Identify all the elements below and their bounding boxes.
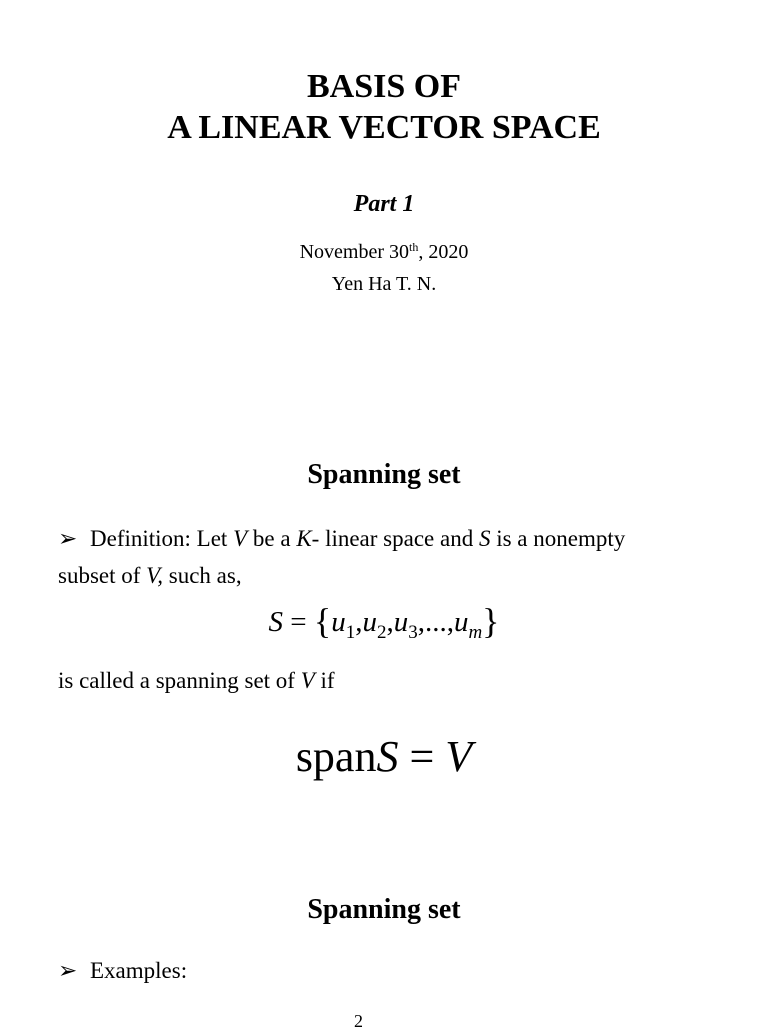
section-heading-spanning-set-2: Spanning set xyxy=(307,894,461,925)
date-ordinal-suffix: th xyxy=(409,240,419,254)
span-symbol-V: V xyxy=(445,732,473,781)
definition-line-2 xyxy=(58,561,242,591)
definition-text-3: - linear space and xyxy=(311,526,479,551)
definition-symbol-K: K xyxy=(296,526,312,551)
definition-text-4: is a nonempty xyxy=(490,526,626,551)
set-symbol-S: S xyxy=(268,606,284,638)
comma-2: , xyxy=(386,606,394,638)
bullet-arrow-icon: ➢ xyxy=(58,526,78,551)
examples-line xyxy=(58,956,187,986)
spanning-text-1: is called a spanning set of xyxy=(58,668,301,693)
brace-open: { xyxy=(313,601,332,641)
vector-u3: u xyxy=(393,606,409,638)
subscript-m: m xyxy=(468,622,483,643)
author: Yen Ha T. N. xyxy=(331,273,437,295)
date-prefix: November 30 xyxy=(299,241,410,263)
spanning-symbol-V: V xyxy=(300,668,315,693)
definition-line2-symbol-V: V, xyxy=(146,563,164,588)
brace-close: } xyxy=(482,601,500,641)
definition-text-2: be a xyxy=(247,526,297,551)
title-line-1: BASIS OF xyxy=(307,68,461,105)
comma-1: , xyxy=(355,606,363,638)
bullet-arrow-icon-2: ➢ xyxy=(58,958,78,983)
definition-symbol-V: V xyxy=(233,526,248,551)
definition-text-1: Definition: Let xyxy=(90,526,234,551)
definition-line-1 xyxy=(58,524,625,554)
equals-sign: = xyxy=(283,606,314,638)
span-word: span xyxy=(295,732,377,781)
comma-3: , xyxy=(417,606,425,638)
spanning-text-2: if xyxy=(314,668,335,693)
vector-u1: u xyxy=(331,606,346,638)
subscript-2: 2 xyxy=(376,622,387,643)
section-heading-spanning-set: Spanning set xyxy=(307,459,461,490)
definition-symbol-S: S xyxy=(478,526,491,551)
subscript-1: 1 xyxy=(345,622,356,643)
subscript-3: 3 xyxy=(408,622,418,643)
date-suffix: , 2020 xyxy=(418,241,469,263)
date xyxy=(0,240,768,264)
definition-line2-text-2: such as, xyxy=(163,563,242,588)
span-equation xyxy=(0,730,768,784)
examples-label: Examples: xyxy=(90,958,188,983)
cut-off-superscript: 2 xyxy=(354,1011,363,1031)
set-equation xyxy=(0,597,768,644)
vector-u2: u xyxy=(362,606,377,638)
title-line-2: A LINEAR VECTOR SPACE xyxy=(167,109,601,146)
definition-line2-text-1: subset of xyxy=(58,563,147,588)
part-label: Part 1 xyxy=(353,191,415,217)
spanning-condition-line xyxy=(58,666,335,696)
vector-um: u xyxy=(453,606,469,638)
ellipsis: ..., xyxy=(424,606,454,638)
span-symbol-S: S xyxy=(376,732,399,781)
span-equals-sign: = xyxy=(398,732,446,781)
